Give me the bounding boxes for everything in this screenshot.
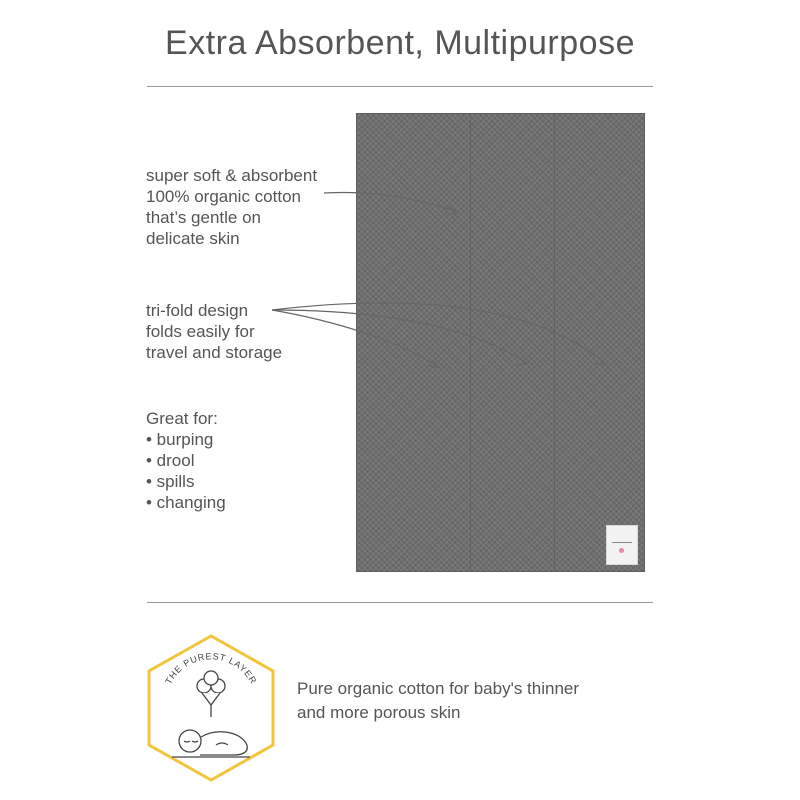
tag-logo (619, 548, 624, 553)
top-divider (147, 86, 653, 87)
burp-cloth-image (356, 113, 645, 572)
feature-absorbent-line: super soft & absorbent (146, 166, 318, 185)
fold-line-1 (470, 113, 471, 572)
list-item: • drool (146, 451, 195, 470)
feature-absorbent-line: 100% organic cotton (146, 187, 301, 206)
list-item: • changing (146, 493, 226, 512)
feature-trifold-line: tri-fold design (146, 301, 249, 320)
brand-tag (606, 525, 638, 565)
feature-absorbent (146, 165, 317, 249)
feature-trifold-line: travel and storage (146, 343, 283, 362)
great-for-list (146, 408, 226, 513)
feature-absorbent-line: delicate skin (146, 229, 240, 248)
fold-line-2 (554, 113, 555, 572)
badge-caption-line: Pure organic cotton for baby's thinner (297, 679, 580, 698)
list-item: • spills (146, 472, 195, 491)
badge-ring-text: THE PUREST LAYER (163, 651, 259, 686)
badge-caption (297, 677, 579, 725)
page-title: Extra Absorbent, Multipurpose (165, 24, 635, 62)
list-item: • burping (146, 430, 214, 449)
tag-print (612, 542, 632, 543)
feature-trifold (146, 300, 282, 363)
feature-trifold-line: folds easily for (146, 322, 255, 341)
great-for-heading: Great for: (146, 409, 218, 428)
purest-layer-badge (146, 633, 276, 783)
badge-caption-line: and more porous skin (297, 703, 461, 722)
feature-absorbent-line: that’s gentle on (146, 208, 261, 227)
bottom-divider (147, 602, 653, 603)
